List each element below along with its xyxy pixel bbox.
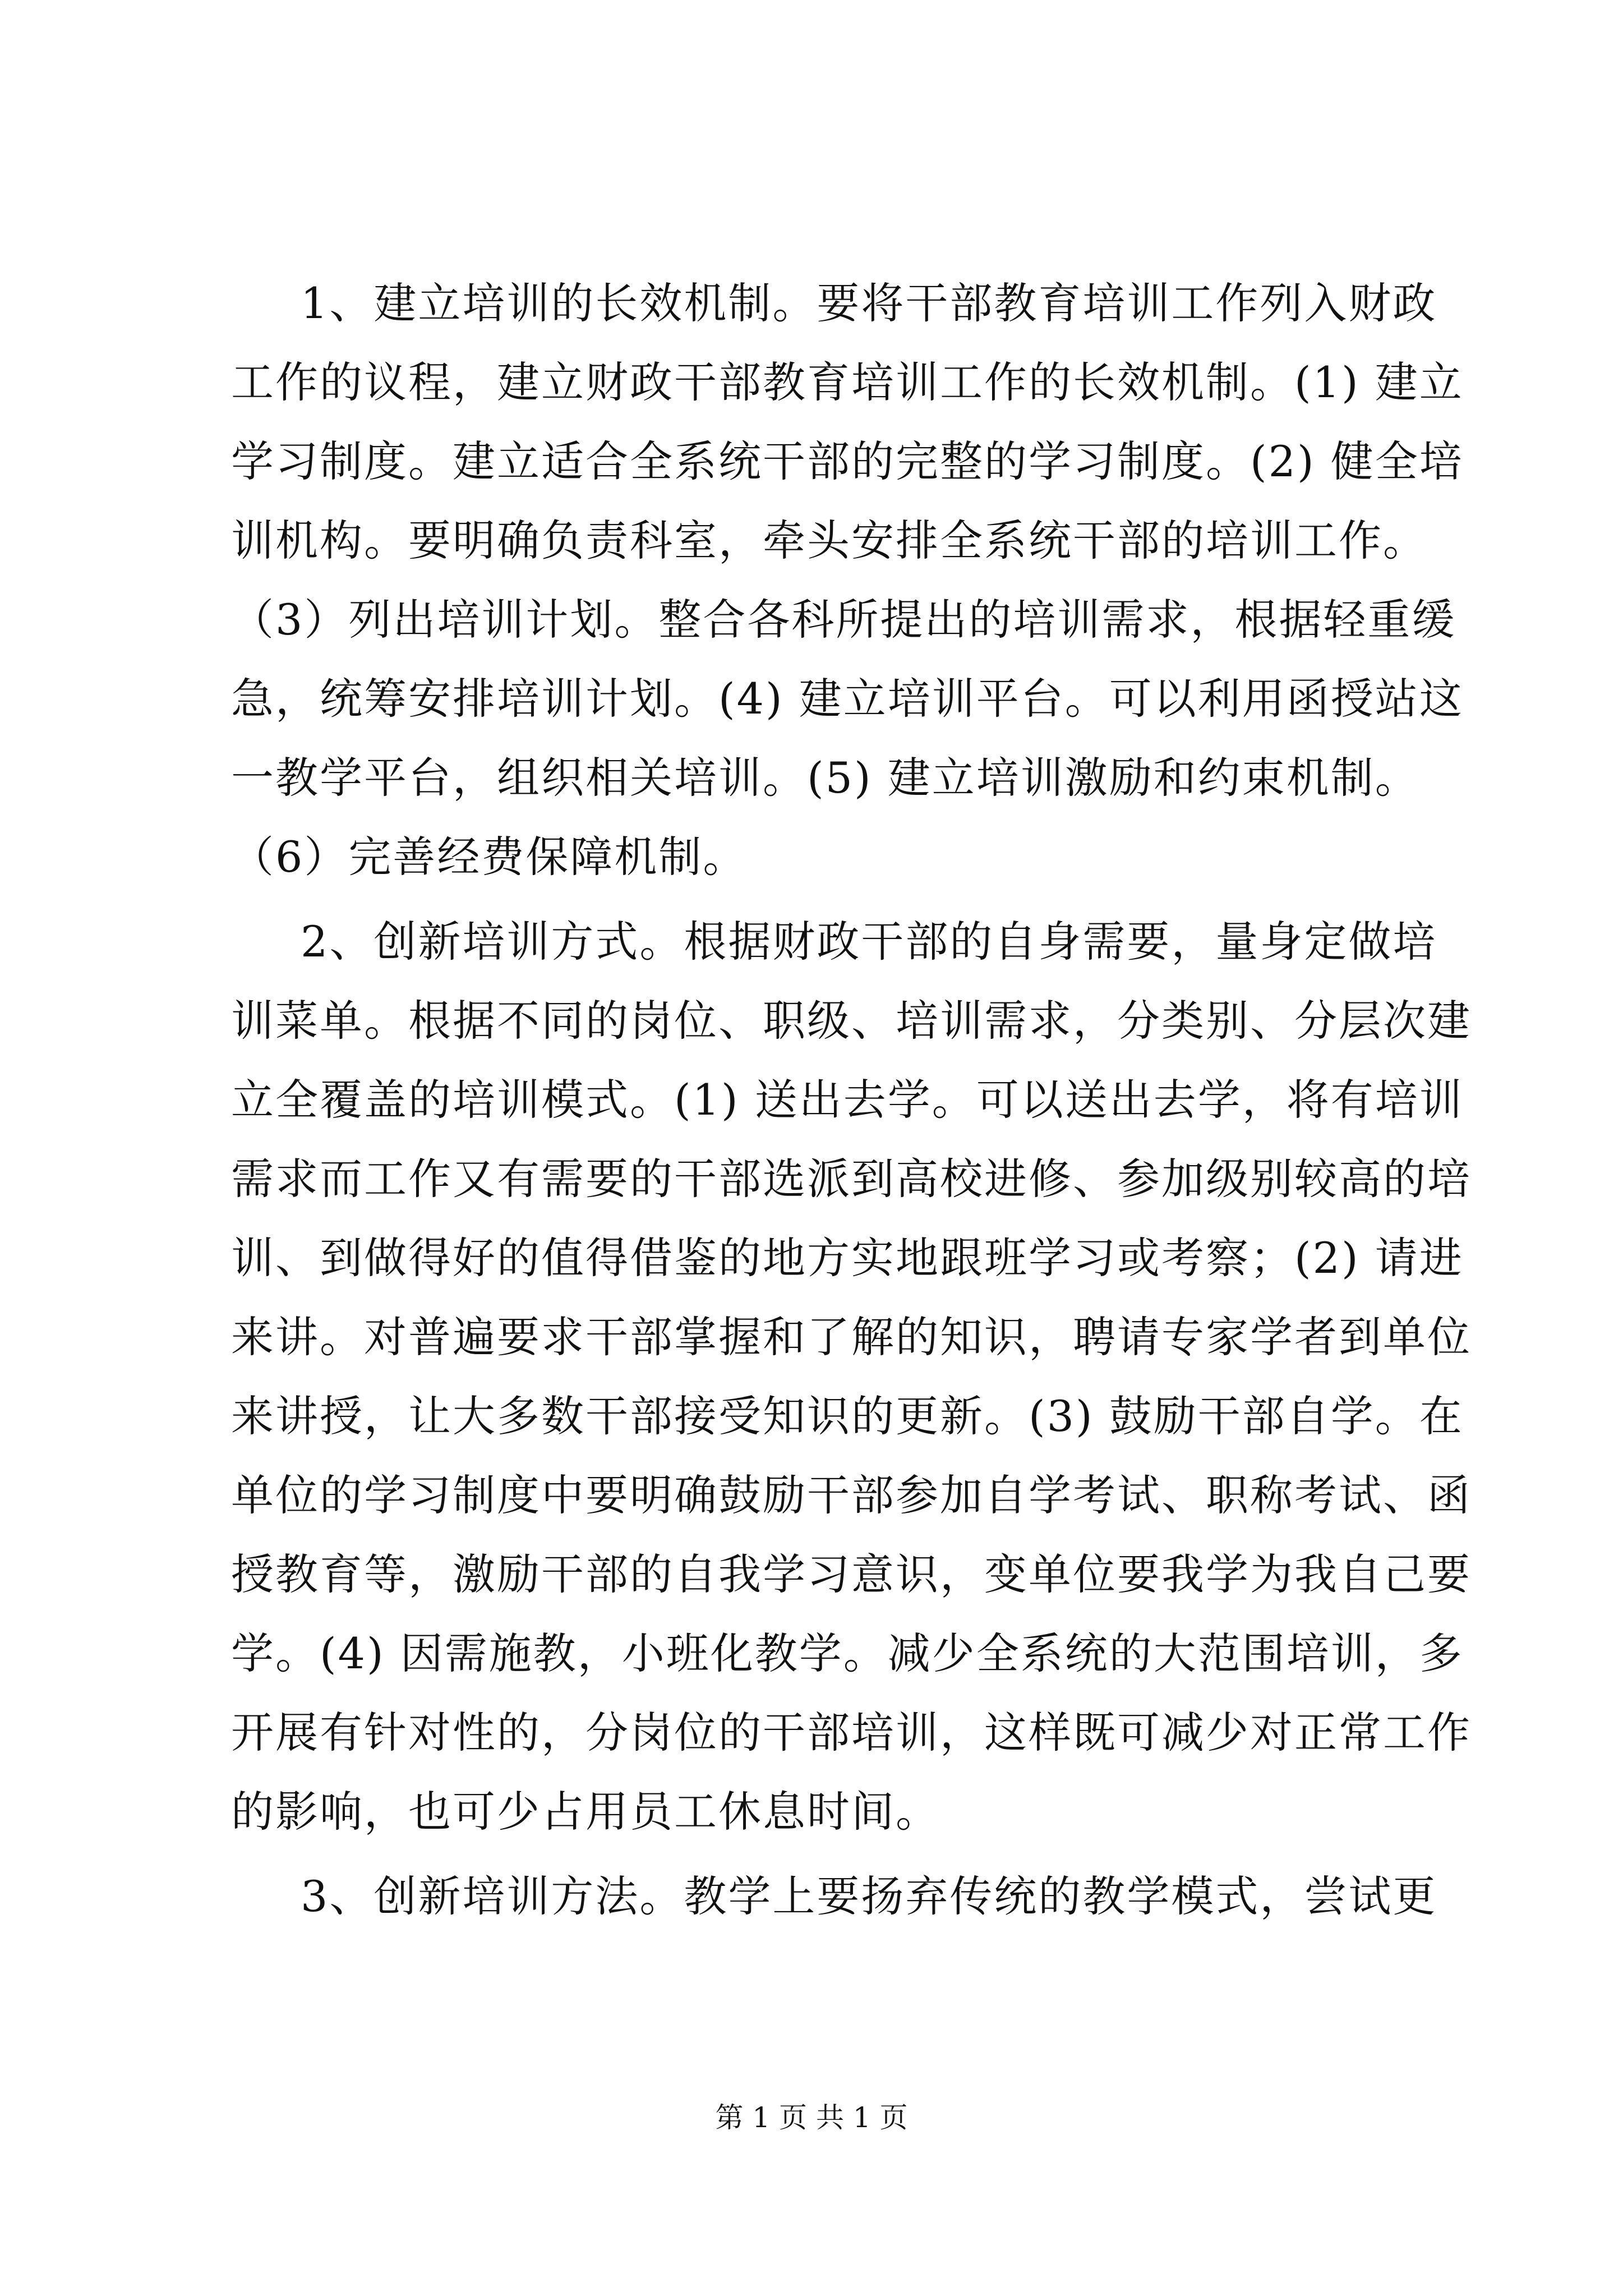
paragraph-2	[231, 902, 1472, 1851]
paragraph-line: 单位的学习制度中要明确鼓励干部参加自学考试、职称考试、函	[231, 1470, 1472, 1520]
paragraph-line: 来讲授，让大多数干部接受知识的更新。(3) 鼓励干部自学。在	[231, 1391, 1464, 1441]
paragraph-line: 学习制度。建立适合全系统干部的完整的学习制度。(2) 健全培	[231, 436, 1464, 486]
paragraph-line: 1、建立培训的长效机制。要将干部教育培训工作列入财政	[301, 278, 1437, 328]
paragraph-line: 3、创新培训方法。教学上要扬弃传统的教学模式，尝试更	[301, 1871, 1437, 1921]
paragraph-spacer	[231, 896, 1417, 902]
paragraph-line: 来讲。对普遍要求干部掌握和了解的知识，聘请专家学者到单位	[231, 1312, 1472, 1362]
paragraph-line: 训机构。要明确负责科室，牵头安排全系统干部的培训工作。	[231, 516, 1427, 565]
document-body	[231, 264, 1472, 1936]
paragraph-line: （6）完善经费保障机制。	[231, 832, 748, 882]
paragraph-line: 2、创新培训方式。根据财政干部的自身需要，量身定做培	[301, 917, 1437, 967]
paragraph-3	[231, 1857, 1437, 1936]
page-number-label: 第 1 页 共 1 页	[715, 2101, 908, 2134]
paragraph-line: 训、到做得好的值得借鉴的地方实地跟班学习或考察；(2) 请进	[231, 1233, 1464, 1283]
paragraph-spacer	[231, 1851, 1417, 1857]
paragraph-1	[231, 264, 1464, 896]
paragraph-line: 训菜单。根据不同的岗位、职级、培训需求，分类别、分层次建	[231, 996, 1472, 1046]
paragraph-line: 一教学平台，组织相关培训。(5) 建立培训激励和约束机制。	[231, 753, 1419, 803]
paragraph-line: 需求而工作又有需要的干部选派到高校进修、参加级别较高的培	[231, 1154, 1472, 1204]
paragraph-line: 工作的议程，建立财政干部教育培训工作的长效机制。(1) 建立	[231, 357, 1464, 407]
paragraph-line: 急，统筹安排培训计划。(4) 建立培训平台。可以利用函授站这	[231, 674, 1464, 724]
paragraph-line: （3）列出培训计划。整合各科所提出的培训需求，根据轻重缓	[231, 595, 1456, 645]
paragraph-line: 学。(4) 因需施教，小班化教学。减少全系统的大范围培训，多	[231, 1628, 1464, 1678]
page-footer	[0, 2101, 1623, 2134]
paragraph-line: 授教育等，激励干部的自我学习意识，变单位要我学为我自己要	[231, 1549, 1472, 1599]
paragraph-line: 立全覆盖的培训模式。(1) 送出去学。可以送出去学，将有培训	[231, 1075, 1464, 1125]
paragraph-line: 开展有针对性的，分岗位的干部培训，这样既可减少对正常工作	[231, 1708, 1472, 1757]
paragraph-line: 的影响，也可少占用员工休息时间。	[231, 1787, 940, 1837]
